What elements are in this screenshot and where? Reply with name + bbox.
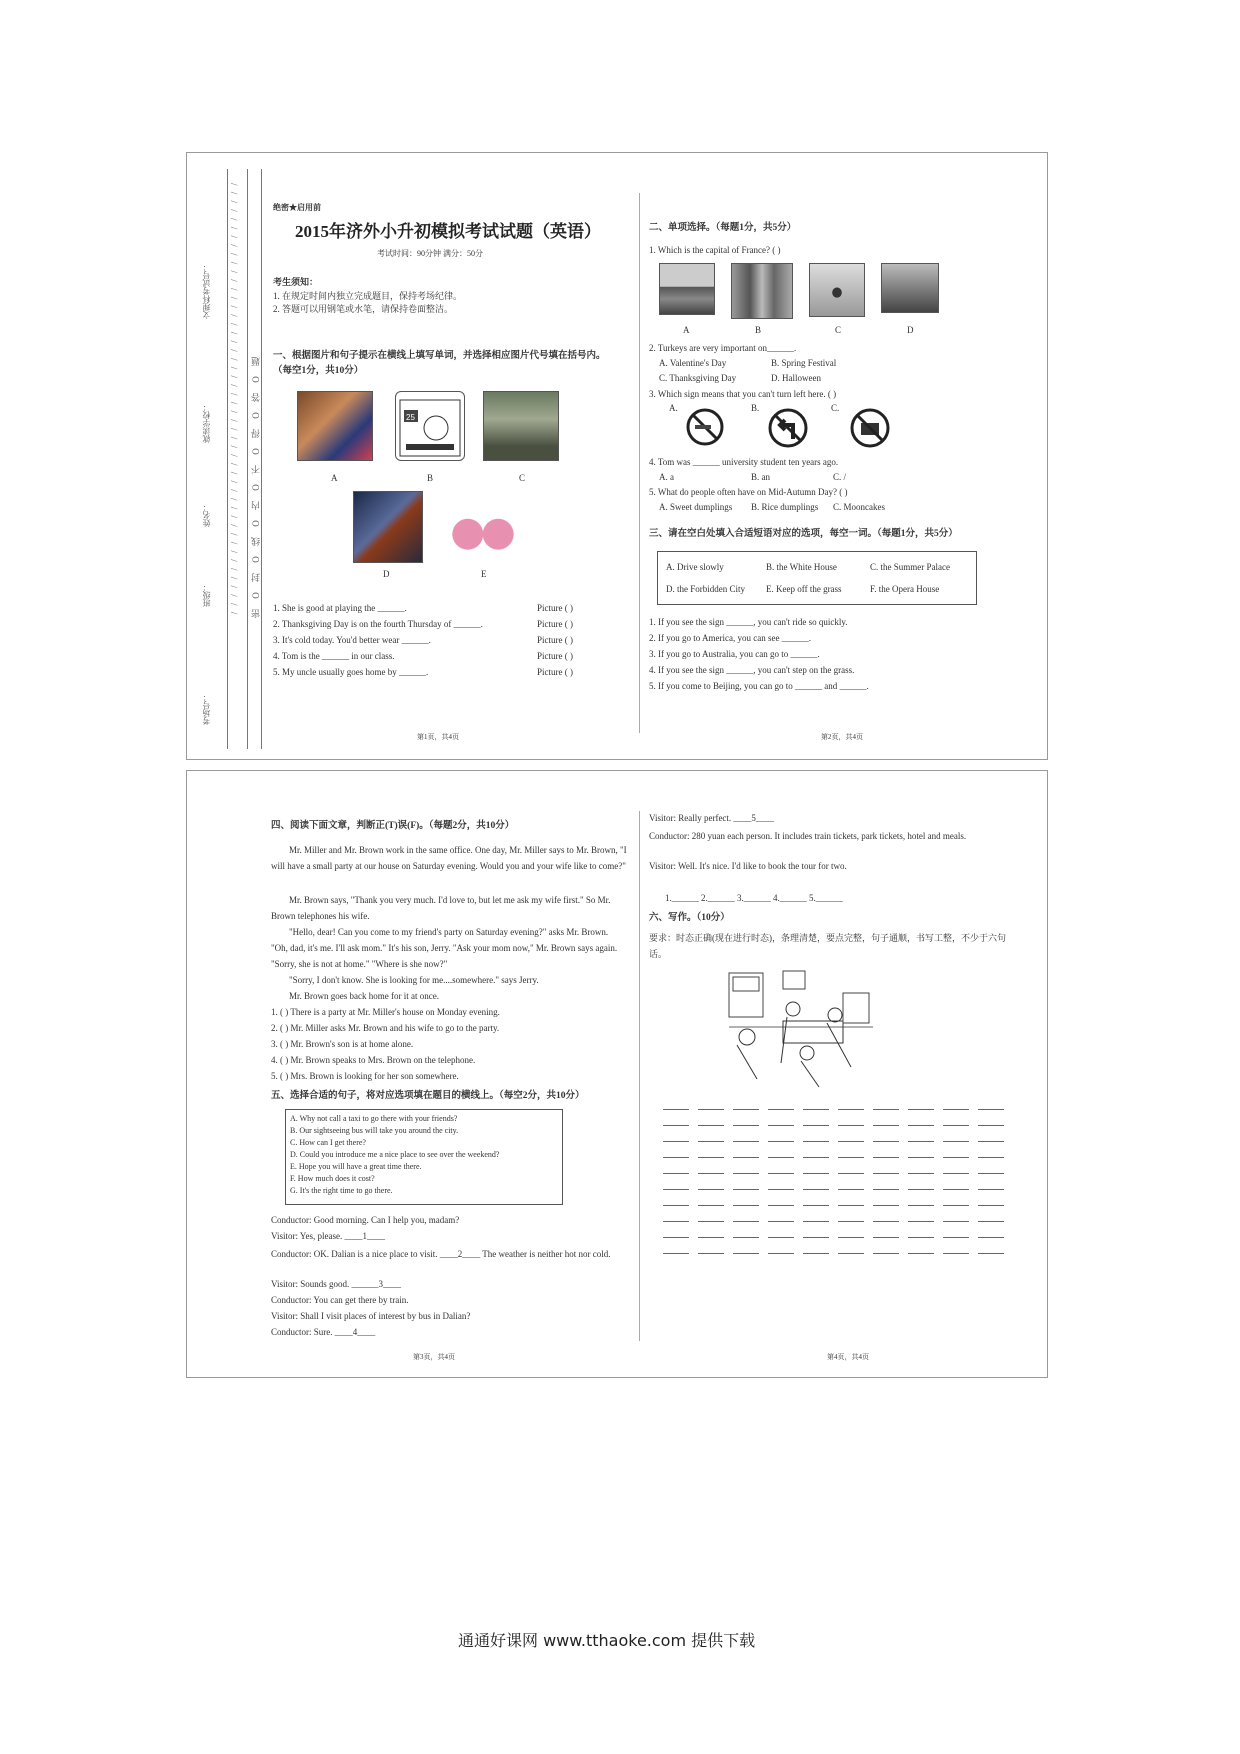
- option: C. Thanksgiving Day: [659, 373, 737, 383]
- passage-paragraph: Mr. Brown goes back home for it at once.: [289, 991, 439, 1001]
- no-smoking-sign-icon: [685, 407, 725, 447]
- writing-line: [978, 1253, 1004, 1254]
- writing-line: [838, 1205, 864, 1206]
- writing-line: [698, 1173, 724, 1174]
- dialogue-line: Conductor: 280 yuan each person. It includes train tickets, park tickets, hotel and meals.: [649, 831, 967, 841]
- writing-line: [663, 1157, 689, 1158]
- binding-line: [227, 169, 228, 749]
- mc-question-4: 4. Tom was ______ university student ten years ago.: [649, 457, 839, 467]
- option-label: B: [755, 325, 762, 335]
- picture-label-d: D: [383, 569, 390, 579]
- writing-line: [698, 1125, 724, 1126]
- writing-lines: [663, 1109, 1023, 1269]
- writing-line: [838, 1253, 864, 1254]
- writing-line: [978, 1157, 1004, 1158]
- true-false-item: 1. ( ) There is a party at Mr. Miller's house on Monday evening.: [271, 1007, 500, 1017]
- writing-line: [943, 1221, 969, 1222]
- dialogue-line: Visitor: Really perfect. ____5____: [649, 813, 774, 823]
- section1-title: 一、根据图片和句子提示在横线上填写单词，并选择相应图片代号填在括号内。（每空1分，共10分）: [273, 351, 606, 377]
- writing-line: [663, 1141, 689, 1142]
- fill-question: 3. If you go to Australia, you can go to ______.: [649, 649, 820, 659]
- writing-line: [908, 1205, 934, 1206]
- dialogue-line: Visitor: Yes, please. ____1____: [271, 1231, 385, 1241]
- writing-line: [803, 1109, 829, 1110]
- picture-answer-blank: Picture ( ): [537, 651, 573, 661]
- mc-question-5: 5. What do people often have on Mid-Autumn Day? ( ): [649, 487, 848, 497]
- writing-line: [698, 1141, 724, 1142]
- sentence-option: A. Why not call a taxi to go there with your friends?: [290, 1114, 458, 1123]
- exam-title: 2015年济外小升初模拟考试试题（英语）: [295, 222, 601, 241]
- writing-line: [768, 1109, 794, 1110]
- binding-line: [247, 169, 248, 749]
- writing-line: [838, 1157, 864, 1158]
- binding-label-exam-room: 考场号：: [202, 693, 211, 725]
- writing-line: [873, 1125, 899, 1126]
- option: B. Rice dumplings: [751, 502, 819, 512]
- sentence-options-box: [285, 1109, 563, 1205]
- writing-line: [873, 1141, 899, 1142]
- sentence-option: C. How can I get there?: [290, 1138, 366, 1147]
- writing-line: [873, 1205, 899, 1206]
- writing-line: [838, 1141, 864, 1142]
- dialogue-line: Visitor: Well. It's nice. I'd like to book the tour for two.: [649, 861, 847, 871]
- writing-line: [873, 1237, 899, 1238]
- fill-question: 4. If you see the sign ______, you can't step on the grass.: [649, 665, 855, 675]
- binding-label-school: 就读学校：: [202, 403, 211, 443]
- dialogue-line: Conductor: OK. Dalian is a nice place to visit. ____2____ The weather is neither hot nor cold.: [271, 1249, 611, 1259]
- notice-title: 考生须知：: [273, 277, 319, 287]
- writing-line: [768, 1237, 794, 1238]
- notice-item: 2. 答题可以用钢笔或水笔，请保持卷面整洁。: [273, 304, 454, 314]
- writing-line: [698, 1157, 724, 1158]
- writing-line: [943, 1237, 969, 1238]
- writing-line: [768, 1253, 794, 1254]
- writing-line: [838, 1221, 864, 1222]
- writing-line: [733, 1205, 759, 1206]
- page-number: 第3页，共4页: [413, 1353, 455, 1361]
- passage-paragraph: Mr. Brown says, "Thank you very much. I'd love to, but let me ask my wife first." So Mr. Brown telephones his wife.: [271, 895, 611, 921]
- writing-line: [698, 1237, 724, 1238]
- fill-question: 2. If you go to America, you can see ______.: [649, 633, 811, 643]
- passage-paragraph: "Sorry, I don't know. She is looking for me....somewhere." says Jerry.: [289, 975, 539, 985]
- writing-line: [943, 1157, 969, 1158]
- picture-big-ben: [731, 263, 793, 319]
- option-label: A: [683, 325, 690, 335]
- writing-line: [733, 1141, 759, 1142]
- dialogue-line: Conductor: Good morning. Can I help you, madam?: [271, 1215, 460, 1225]
- dialogue-line: Conductor: Sure. ____4____: [271, 1327, 376, 1337]
- writing-line: [908, 1141, 934, 1142]
- option-label: A.: [669, 403, 678, 413]
- writing-requirement: 要求：时态正确(现在进行时态)，条理清楚，要点完整，句子通顺，书写工整，不少于六句话。: [649, 933, 1006, 959]
- writing-line: [663, 1237, 689, 1238]
- true-false-item: 4. ( ) Mr. Brown speaks to Mrs. Brown on the telephone.: [271, 1055, 476, 1065]
- writing-line: [698, 1109, 724, 1110]
- writing-line: [873, 1173, 899, 1174]
- binding-label-class: 班级：: [202, 583, 211, 607]
- writing-line: [908, 1253, 934, 1254]
- no-camera-sign-icon: [849, 407, 891, 449]
- cut-line: / / / / / / / / / / / / / / / / / / / / / / / / / / / / / / / / / / / / / / / / / / / / / / / / / /: [229, 183, 239, 617]
- writing-line: [803, 1205, 829, 1206]
- writing-line: [663, 1253, 689, 1254]
- writing-line: [803, 1221, 829, 1222]
- question-text: 4. Tom is the ______ in our class.: [273, 651, 395, 661]
- writing-line: [733, 1125, 759, 1126]
- picture-violin: [353, 491, 423, 563]
- question-text: 1. She is good at playing the ______.: [273, 603, 407, 613]
- mc-question-2: 2. Turkeys are very important on______.: [649, 343, 797, 353]
- writing-line: [943, 1125, 969, 1126]
- question-text: 5. My uncle usually goes home by ______.: [273, 667, 429, 677]
- writing-line: [943, 1141, 969, 1142]
- phrase-choice: B. the White House: [766, 562, 837, 572]
- writing-line: [663, 1205, 689, 1206]
- writing-line: [943, 1109, 969, 1110]
- writing-line: [978, 1237, 1004, 1238]
- writing-line: [698, 1205, 724, 1206]
- writing-line: [908, 1237, 934, 1238]
- writing-line: [803, 1157, 829, 1158]
- column-divider: [639, 811, 640, 1341]
- writing-line: [908, 1173, 934, 1174]
- writing-line: [663, 1173, 689, 1174]
- writing-line: [838, 1109, 864, 1110]
- writing-line: [978, 1141, 1004, 1142]
- writing-line: [803, 1237, 829, 1238]
- writing-line: [698, 1253, 724, 1254]
- true-false-item: 2. ( ) Mr. Miller asks Mr. Brown and his wife to go to the party.: [271, 1023, 500, 1033]
- section4-title: 四、阅读下面文章，判断正(T)误(F)。（每题2分，共10分）: [271, 821, 515, 831]
- writing-line: [733, 1173, 759, 1174]
- option: A. Sweet dumplings: [659, 502, 733, 512]
- exam-sheet-2: [186, 770, 1048, 1378]
- binding-label-name: 姓名：: [202, 503, 211, 527]
- writing-line: [978, 1205, 1004, 1206]
- notice-item: 1. 在规定时间内独立完成题目，保持考场纪律。: [273, 291, 463, 301]
- picture-label-c: C: [519, 473, 526, 483]
- page-number: 第4页，共4页: [827, 1353, 869, 1361]
- writing-line: [908, 1221, 934, 1222]
- passage-paragraph: Mr. Miller and Mr. Brown work in the same office. One day, Mr. Miller says to Mr. Brown, "I will have a small party at our house on Saturday evening. Would you and your wife like to come?": [271, 845, 627, 871]
- picture-tiananmen: [659, 263, 715, 315]
- picture-statue-of-liberty: [809, 263, 865, 317]
- sentence-option: F. How much does it cost?: [290, 1174, 375, 1183]
- svg-text:25: 25: [406, 413, 415, 422]
- writing-line: [908, 1109, 934, 1110]
- writing-line: [978, 1221, 1004, 1222]
- writing-line: [943, 1253, 969, 1254]
- mc-question-3: 3. Which sign means that you can't turn left here. ( ): [649, 389, 837, 399]
- column-divider: [639, 193, 640, 733]
- phrase-choice: F. the Opera House: [870, 584, 940, 594]
- writing-line: [803, 1173, 829, 1174]
- section5-title: 五、选择合适的句子，将对应选项填在题目的横线上。（每空2分，共10分）: [271, 1091, 585, 1101]
- writing-line: [803, 1141, 829, 1142]
- writing-line: [943, 1189, 969, 1190]
- option: A. a: [659, 472, 674, 482]
- writing-line: [803, 1189, 829, 1190]
- section3-title: 三、请在空白处填入合适短语对应的选项，每空一词。（每题1分，共5分）: [649, 529, 958, 539]
- sentence-option: D. Could you introduce me a nice place to see over the weekend?: [290, 1150, 500, 1159]
- writing-line: [698, 1189, 724, 1190]
- writing-line: [768, 1141, 794, 1142]
- option: A. Valentine's Day: [659, 358, 727, 368]
- sentence-option: B. Our sightseeing bus will take you around the city.: [290, 1126, 459, 1135]
- picture-subway-train: [483, 391, 559, 461]
- mc-question-1: 1. Which is the capital of France? ( ): [649, 245, 781, 255]
- writing-line: [978, 1109, 1004, 1110]
- writing-line: [663, 1189, 689, 1190]
- writing-line: [838, 1125, 864, 1126]
- picture-calendar-turkey: [395, 391, 465, 461]
- writing-line: [908, 1189, 934, 1190]
- option: B. an: [751, 472, 770, 482]
- picture-label-e: E: [481, 569, 487, 579]
- writing-line: [733, 1189, 759, 1190]
- fill-question: 5. If you come to Beijing, you can go to ______ and ______.: [649, 681, 869, 691]
- fill-question: 1. If you see the sign ______, you can't ride so quickly.: [649, 617, 848, 627]
- option-label: C: [835, 325, 842, 335]
- download-source-footer: 通通好课网 www.tthaoke.com 提供下载: [458, 1631, 756, 1650]
- writing-line: [873, 1157, 899, 1158]
- sentence-option: G. It's the right time to go there.: [290, 1186, 393, 1195]
- question-text: 2. Thanksgiving Day is on the fourth Thursday of ______.: [273, 619, 483, 629]
- phrase-choice: D. the Forbidden City: [666, 584, 745, 594]
- phrase-choice: A. Drive slowly: [666, 562, 724, 572]
- true-false-item: 5. ( ) Mrs. Brown is looking for her son somewhere.: [271, 1071, 459, 1081]
- writing-line: [768, 1125, 794, 1126]
- picture-answer-blank: Picture ( ): [537, 667, 573, 677]
- family-picture: [723, 967, 877, 1093]
- no-left-turn-sign-icon: [767, 407, 809, 449]
- option: B. Spring Festival: [771, 358, 837, 368]
- writing-line: [768, 1189, 794, 1190]
- writing-line: [733, 1237, 759, 1238]
- writing-line: [978, 1173, 1004, 1174]
- option: C. /: [833, 472, 847, 482]
- option-label: C.: [831, 403, 840, 413]
- writing-line: [873, 1253, 899, 1254]
- writing-line: [698, 1221, 724, 1222]
- sentence-option: E. Hope you will have a great time there.: [290, 1162, 422, 1171]
- writing-line: [733, 1253, 759, 1254]
- picture-answer-blank: Picture ( ): [537, 619, 573, 629]
- writing-line: [768, 1157, 794, 1158]
- writing-line: [908, 1125, 934, 1126]
- writing-line: [768, 1221, 794, 1222]
- writing-line: [838, 1189, 864, 1190]
- writing-line: [908, 1157, 934, 1158]
- option: D. Halloween: [771, 373, 821, 383]
- writing-line: [663, 1221, 689, 1222]
- writing-line: [768, 1205, 794, 1206]
- exam-sheet-1: [186, 152, 1048, 760]
- true-false-item: 3. ( ) Mr. Brown's son is at home alone.: [271, 1039, 414, 1049]
- writing-line: [978, 1189, 1004, 1190]
- answer-blanks: 1.______ 2.______ 3.______ 4.______ 5.______: [665, 893, 843, 903]
- writing-line: [943, 1205, 969, 1206]
- writing-line: [838, 1237, 864, 1238]
- page-number: 第2页，共4页: [821, 733, 863, 741]
- picture-answer-blank: Picture ( ): [537, 603, 573, 613]
- phrase-choice: E. Keep off the grass: [766, 584, 842, 594]
- writing-line: [838, 1173, 864, 1174]
- passage-paragraph: "Hello, dear! Can you come to my friend's party on Saturday evening?" asks Mr. Brown. "Oh, dad, it's me. I'll ask mom." It's his son, Jerry. "Ask your mom now," Mr. Brown says again. "Sorry, she is not at home." "Where is she now?": [271, 927, 618, 969]
- picture-rabbit-mittens: [445, 491, 521, 563]
- writing-line: [943, 1173, 969, 1174]
- confidential-mark: 绝密★启用前: [273, 203, 321, 212]
- picture-eiffel-tower: [881, 263, 939, 313]
- picture-girl-violin: [297, 391, 373, 461]
- section2-title: 二、单项选择。（每题1分，共5分）: [649, 223, 797, 233]
- section6-title: 六、写作。（10分）: [649, 913, 730, 923]
- writing-line: [803, 1253, 829, 1254]
- binding-label-exam-number: 文理科考试号：: [202, 263, 211, 319]
- phrase-choice: C. the Summer Palace: [870, 562, 950, 572]
- writing-line: [663, 1109, 689, 1110]
- option: C. Mooncakes: [833, 502, 885, 512]
- writing-line: [733, 1109, 759, 1110]
- picture-label-a: A: [331, 473, 338, 483]
- dialogue-line: Visitor: Shall I visit places of interest by bus in Dalian?: [271, 1311, 471, 1321]
- picture-answer-blank: Picture ( ): [537, 635, 573, 645]
- question-text: 3. It's cold today. You'd better wear ______.: [273, 635, 431, 645]
- picture-label-b: B: [427, 473, 434, 483]
- writing-line: [768, 1173, 794, 1174]
- phrase-choice-box: [657, 551, 977, 605]
- seal-notice: 密 O 封 O 线 O 内 O 不 O 得 O 答 O 题: [251, 353, 261, 618]
- dialogue-line: Conductor: You can get there by train.: [271, 1295, 409, 1305]
- writing-line: [663, 1125, 689, 1126]
- writing-line: [873, 1109, 899, 1110]
- writing-line: [978, 1125, 1004, 1126]
- exam-info: 考试时间：90分钟 满分：50分: [377, 249, 483, 258]
- writing-line: [803, 1125, 829, 1126]
- writing-line: [873, 1221, 899, 1222]
- option-label: B.: [751, 403, 760, 413]
- page-number: 第1页，共4页: [417, 733, 459, 741]
- option-label: D: [907, 325, 914, 335]
- writing-line: [733, 1157, 759, 1158]
- dialogue-line: Visitor: Sounds good. ______3____: [271, 1279, 401, 1289]
- writing-line: [873, 1189, 899, 1190]
- writing-line: [733, 1221, 759, 1222]
